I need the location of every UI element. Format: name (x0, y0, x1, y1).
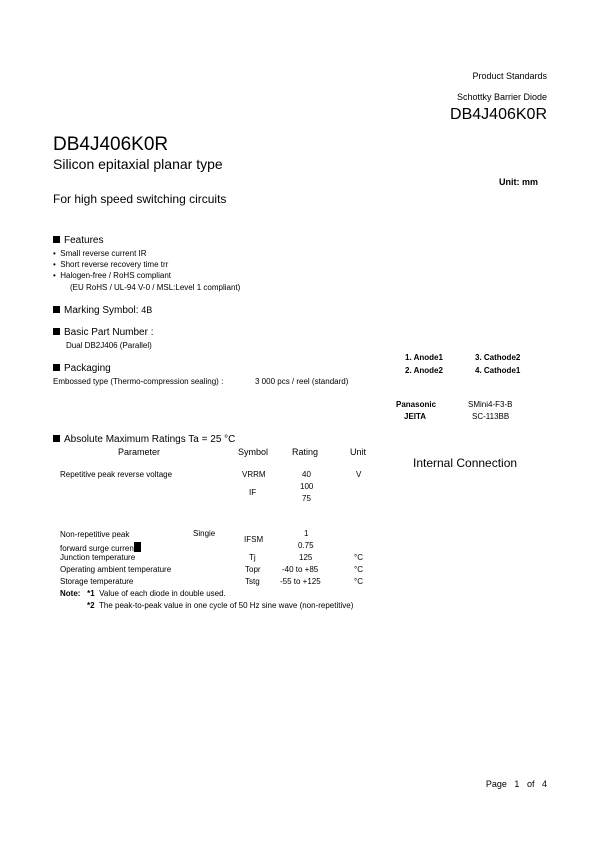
packaging-heading: Packaging (53, 363, 111, 374)
features-heading: Features (53, 235, 103, 246)
bullet-dot-icon: • (53, 271, 56, 280)
basic-part-value: Dual DB2J406 (Parallel) (66, 341, 152, 350)
ratings-symbol: Topr (245, 565, 261, 574)
product-standards-label: Product Standards (472, 71, 547, 81)
square-bullet-icon (53, 328, 60, 335)
notes-block (60, 589, 226, 598)
pin-label: 3. Cathode2 (475, 353, 521, 362)
note-text: The peak-to-peak value in one cycle of 50 Hz sine wave (non-repetitive) (99, 601, 354, 610)
subtitle: Silicon epitaxial planar type (53, 156, 223, 172)
ratings-param: Storage temperature (60, 577, 134, 586)
internal-connection-label: Internal Connection (413, 456, 518, 470)
note-label: Note: (60, 589, 81, 598)
redaction-mark-icon (134, 542, 141, 552)
ratings-col-header: Symbol (238, 447, 269, 457)
ratings-symbol: IFSM (244, 535, 264, 544)
feature-item: • Short reverse recovery time trr (53, 260, 169, 269)
ratings-value: 1 (304, 529, 309, 538)
page-title: DB4J406K0R (53, 134, 169, 155)
ratings-col-header: Unit (350, 447, 367, 457)
pin-label: 4. Cathode1 (475, 366, 521, 375)
feature-item: • Small reverse current IR (53, 249, 147, 258)
ratings-symbol: VRRM (242, 470, 266, 479)
pin-label: 1. Anode1 (405, 353, 443, 362)
notes-block (87, 601, 353, 610)
ratings-value: 75 (302, 494, 311, 503)
ratings-param: forward surge curren (60, 542, 141, 553)
jeita-value: SC-113BB (472, 412, 510, 421)
square-bullet-icon (53, 236, 60, 243)
ratings-heading: Absolute Maximum Ratings Ta = 25 °C (53, 434, 235, 445)
note-text: Value of each diode in double used. (99, 589, 226, 598)
page-indicator: Page 1 of 4 (485, 779, 547, 789)
ratings-value: 125 (299, 553, 313, 562)
ratings-unit: V (356, 470, 362, 479)
ratings-unit: °C (354, 553, 363, 562)
ratings-value: 100 (300, 482, 314, 491)
bullet-dot-icon: • (53, 260, 56, 269)
basic-part-heading: Basic Part Number : (53, 327, 153, 338)
square-bullet-icon (53, 435, 60, 442)
ratings-col-header: Rating (292, 447, 319, 457)
ratings-symbol: IF (249, 488, 257, 497)
note-mark: *1 (87, 589, 95, 598)
ratings-value: 40 (302, 470, 311, 479)
ratings-symbol: Tstg (245, 577, 260, 586)
jeita-label: JEITA (404, 412, 427, 421)
ratings-param: Junction temperature (60, 553, 136, 562)
ratings-param: Non-repetitive peak (60, 530, 130, 539)
ratings-unit: °C (354, 577, 363, 586)
ratings-value: 0.75 (298, 541, 314, 550)
header-part-number: DB4J406K0R (450, 106, 547, 123)
feature-note: (EU RoHS / UL-94 V-0 / MSL:Level 1 compliant) (70, 283, 241, 292)
bullet-dot-icon: • (53, 249, 56, 258)
note-mark: *2 (87, 601, 95, 610)
ratings-col-header: Parameter (118, 447, 161, 457)
ratings-param-extra: Singie (193, 529, 216, 538)
ratings-symbol: Tj (249, 553, 256, 562)
application-text: For high speed switching circuits (53, 192, 227, 206)
panasonic-value: SMini4-F3-B (468, 400, 513, 409)
feature-item: • Halogen-free / RoHS compliant (53, 271, 171, 280)
ratings-param: Operating ambient temperature (60, 565, 172, 574)
packaging-label: Embossed type (Thermo-compression sealing) : (53, 377, 224, 386)
ratings-unit: °C (354, 565, 363, 574)
square-bullet-icon (53, 364, 60, 371)
square-bullet-icon (53, 306, 60, 313)
ratings-value: -40 to +85 (282, 565, 319, 574)
pin-label: 2. Anode2 (405, 366, 443, 375)
marking-heading: Marking Symbol: 4B (53, 305, 152, 316)
packaging-value: 3 000 pcs / reel (standard) (255, 377, 349, 386)
panasonic-label: Panasonic (396, 400, 437, 409)
marking-value: 4B (141, 305, 153, 315)
ratings-param: Repetitive peak reverse voltage (60, 470, 173, 479)
unit-label: Unit: mm (499, 177, 538, 187)
ratings-value: -55 to +125 (280, 577, 321, 586)
device-type-label: Schottky Barrier Diode (456, 92, 547, 102)
